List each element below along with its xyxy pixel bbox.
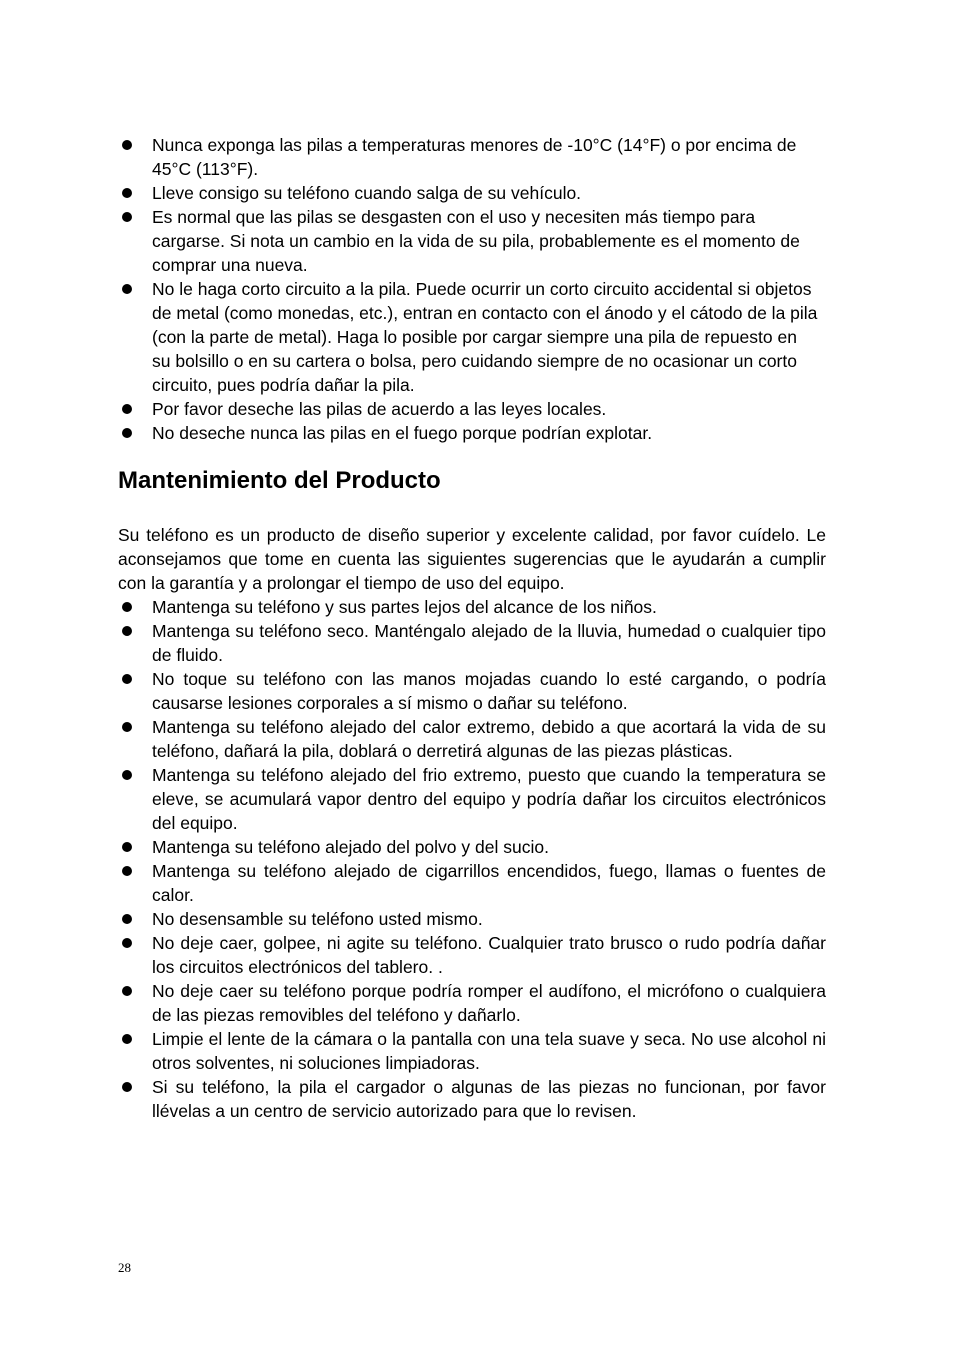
list-item-text: Mantenga su teléfono alejado del polvo y del sucio. [152,837,549,857]
bullet-icon [122,914,132,924]
list-item-text: No le haga corto circuito a la pila. Puede ocurrir un corto circuito accidental si objetos de metal (como monedas, etc.), entran en contacto con el ánodo y el cátodo de la pila (con la parte de metal). Haga lo posible por cargar siempre una pila de repuesto en su bolsillo o en su cartera o bolsa, pero cuidando siempre de no ocasionar un corto circuito, pues podría dañar la pila. [152,279,818,395]
bullet-icon [122,938,132,948]
bullet-icon [122,626,132,636]
bullet-icon [122,404,132,414]
list-item-text: Limpie el lente de la cámara o la pantalla con una tela suave y seca. No use alcohol ni otros solventes, ni soluciones limpiadoras. [152,1029,826,1073]
list-item [118,181,818,205]
list-item [118,907,826,931]
list-item [118,205,818,277]
list-item [118,979,826,1027]
list-item [118,715,826,763]
list-item [118,277,818,397]
list-item-text: No deje caer, golpee, ni agite su teléfono. Cualquier trato brusco o rudo podría dañar los circuitos electrónicos del tablero. . [152,933,826,977]
list-item-text: Es normal que las pilas se desgasten con el uso y necesiten más tiempo para cargarse. Si nota un cambio en la vida de su pila, probablemente es el momento de comprar una nueva. [152,207,800,275]
list-item-text: No deseche nunca las pilas en el fuego porque podrían explotar. [152,423,653,443]
list-item-text: Por favor deseche las pilas de acuerdo a las leyes locales. [152,399,607,419]
bullet-icon [122,770,132,780]
page-number: 28 [118,1260,131,1275]
intro-paragraph: Su teléfono es un producto de diseño superior y excelente calidad, por favor cuídelo. Le aconsejamos que tome en cuenta las siguientes sugerencias que le ayudarán a cumplir con la garantía y a prolongar el tiempo de uso del equipo. [118,525,826,593]
list-item [118,1075,826,1123]
bullet-icon [122,986,132,996]
list-item-text: No toque su teléfono con las manos mojadas cuando lo esté cargando, o podría causarse lesiones corporales a sí mismo o dañar su teléfono. [152,669,826,713]
list-item [118,595,826,619]
bullet-icon [122,140,132,150]
bullet-icon [122,842,132,852]
list-item-text: Si su teléfono, la pila el cargador o algunas de las piezas no funcionan, por favor llévelas a un centro de servicio autorizado para que lo revisen. [152,1077,826,1121]
bullet-icon [122,428,132,438]
bullet-icon [122,212,132,222]
list-item [118,619,826,667]
bullet-icon [122,1034,132,1044]
bullet-icon [122,188,132,198]
list-item [118,667,826,715]
bullet-icon [122,284,132,294]
list-item-text: Mantenga su teléfono alejado del frio extremo, puesto que cuando la temperatura se eleve, se acumulará vapor dentro del equipo y podría dañar los circuitos electrónicos del equipo. [152,765,826,833]
list-item [118,835,826,859]
bullet-icon [122,602,132,612]
list-item [118,763,826,835]
list-item [118,931,826,979]
section-heading: Mantenimiento del Producto [118,467,441,494]
bullet-icon [122,1082,132,1092]
list-item-text: Mantenga su teléfono alejado del calor extremo, debido a que acortará la vida de su teléfono, dañará la pila, doblará o derretirá algunas de las piezas plásticas. [152,717,826,761]
list-item [118,397,818,421]
list-item-text: No desensamble su teléfono usted mismo. [152,909,483,929]
list-item-text: Nunca exponga las pilas a temperaturas menores de -10°C (14°F) o por encima de 45°C (113°F). [152,135,797,179]
list-item-text: Mantenga su teléfono seco. Manténgalo alejado de la lluvia, humedad o cualquier tipo de fluido. [152,621,826,665]
bullet-icon [122,674,132,684]
list-item [118,133,818,181]
list-item [118,859,826,907]
list-item-text: Mantenga su teléfono alejado de cigarrillos encendidos, fuego, llamas o fuentes de calor. [152,861,826,905]
bullet-icon [122,722,132,732]
list-item [118,1027,826,1075]
maintenance-tips-list [118,595,826,1123]
bullet-icon [122,866,132,876]
list-item-text: Lleve consigo su teléfono cuando salga de su vehículo. [152,183,582,203]
battery-tips-list [118,133,818,445]
list-item-text: No deje caer su teléfono porque podría romper el audífono, el micrófono o cualquiera de las piezas removibles del teléfono y dañarlo. [152,981,826,1025]
list-item-text: Mantenga su teléfono y sus partes lejos del alcance de los niños. [152,597,657,617]
list-item [118,421,818,445]
